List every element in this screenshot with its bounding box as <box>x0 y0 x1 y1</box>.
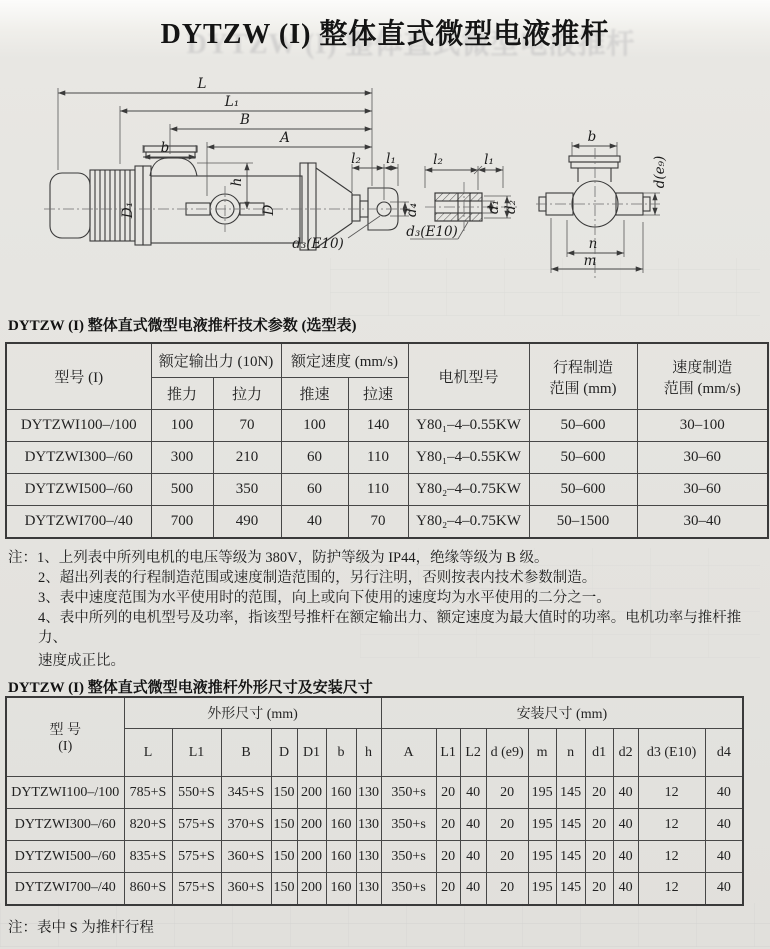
table-cell: DYTZWI500–/60 <box>6 474 151 506</box>
table-cell: 200 <box>297 777 326 809</box>
end-view <box>539 156 650 227</box>
table-cell: 150 <box>271 841 297 873</box>
t1-header-stroke-range <box>529 343 637 410</box>
t2-header-model <box>6 697 124 777</box>
table-cell: 50–600 <box>529 410 637 442</box>
note-item: 2、超出列表的行程制造范围或速度制造范围的，另行注明，否则按表内技术参数制造。 <box>38 570 597 586</box>
table-row <box>6 474 768 506</box>
t1-header-speed-range <box>637 343 768 410</box>
table-cell: 40 <box>460 777 486 809</box>
table-cell: 700 <box>151 506 213 538</box>
technical-drawing <box>0 70 770 308</box>
table-cell: 370+S <box>221 809 271 841</box>
table-cell: 20 <box>436 809 460 841</box>
table-cell: 40 <box>613 841 638 873</box>
dim-label-d2: d₂ <box>503 199 519 215</box>
table-cell: 160 <box>326 841 356 873</box>
dim-label-n: n <box>588 236 598 252</box>
dim-label-d3: d₃(E10) <box>406 224 458 240</box>
table-cell: 40 <box>705 777 743 809</box>
table-cell: 40 <box>613 873 638 905</box>
table-row <box>6 777 743 809</box>
table-cell: 30–100 <box>637 410 768 442</box>
table-cell: 40 <box>613 809 638 841</box>
table-row <box>6 506 768 538</box>
header-line: 速度制造 <box>672 359 733 376</box>
table-cell: Y80₁–4–0.55KW <box>408 442 529 474</box>
table-cell: DYTZWI300–/60 <box>6 809 124 841</box>
table-cell: 835+S <box>124 841 172 873</box>
spec-table <box>5 342 769 539</box>
t2-col: L1 <box>436 729 460 777</box>
note-item: 4、表中所列的电机型号及功率，指该型号推杆在额定输出力、额定速度为最大值时的功率。电机功率与推杆推力、 <box>38 610 742 646</box>
table-cell: 575+S <box>172 873 221 905</box>
dim-label-de9: d(e₉) <box>652 155 668 189</box>
table-cell: 20 <box>486 809 528 841</box>
note-item: 3、表中速度范围为水平使用时的范围，向上或向下使用的速度均为水平使用的二分之一。 <box>38 590 611 606</box>
table-cell: 20 <box>585 777 613 809</box>
table-row <box>6 442 768 474</box>
table-cell: 300 <box>151 442 213 474</box>
table-cell: 145 <box>556 809 585 841</box>
t2-header-install: 安装尺寸 (mm) <box>381 697 743 729</box>
dim-label-L1: L₁ <box>224 94 240 110</box>
table-cell: 350+s <box>381 841 436 873</box>
t2-col: d (e9) <box>486 729 528 777</box>
table-cell: 360+S <box>221 841 271 873</box>
t1-header-pull-speed: 拉速 <box>348 378 408 410</box>
dim-label-L: L <box>197 76 207 92</box>
table-cell: 195 <box>528 809 556 841</box>
table-cell: 40 <box>705 841 743 873</box>
table-cell: 345+S <box>221 777 271 809</box>
t2-col: h <box>356 729 381 777</box>
table-cell: 20 <box>436 777 460 809</box>
table-cell: 350+s <box>381 873 436 905</box>
table-cell: 20 <box>436 873 460 905</box>
note-item-continuation: 速度成正比。 <box>38 653 125 669</box>
table-cell: 60 <box>281 442 348 474</box>
t2-col: D1 <box>297 729 326 777</box>
table-cell: 200 <box>297 841 326 873</box>
dimension-table-caption: DYTZW (I) 整体直式微型电液推杆外形尺寸及安装尺寸 <box>8 680 373 696</box>
dim-label-l1: l₁ <box>386 151 396 167</box>
table-cell: 145 <box>556 777 585 809</box>
dim-label-d3: d₃(E10) <box>292 236 344 252</box>
dim-label-l1: l₁ <box>484 152 494 168</box>
table-cell: 30–40 <box>637 506 768 538</box>
table-cell: 140 <box>348 410 408 442</box>
footnote: 注：表中 S 为推杆行程 <box>8 920 154 936</box>
table-cell: 575+S <box>172 841 221 873</box>
table-cell: DYTZWI300–/60 <box>6 442 151 474</box>
table-row <box>6 873 743 905</box>
table-cell: 40 <box>705 873 743 905</box>
table-cell: 12 <box>638 873 705 905</box>
table-cell: 40 <box>281 506 348 538</box>
table-cell: 20 <box>585 809 613 841</box>
header-line: 型 号 <box>49 723 81 738</box>
main-view-labels <box>120 76 420 252</box>
table-cell: 20 <box>585 873 613 905</box>
t2-col: n <box>556 729 585 777</box>
table-cell: 350+s <box>381 809 436 841</box>
table-cell: 500 <box>151 474 213 506</box>
t2-col: L1 <box>172 729 221 777</box>
main-view <box>50 146 398 250</box>
spec-table-caption: DYTZW (I) 整体直式微型电液推杆技术参数 (选型表) <box>8 318 357 334</box>
table-cell: 12 <box>638 777 705 809</box>
table-cell: 20 <box>585 841 613 873</box>
header-line: 行程制造 <box>553 359 614 376</box>
table-cell: 160 <box>326 809 356 841</box>
notes-label: 注： <box>8 550 37 566</box>
table-cell: 785+S <box>124 777 172 809</box>
dim-label-D: D <box>261 204 277 216</box>
header-line: 范围 (mm) <box>549 380 617 397</box>
table-cell: 40 <box>613 777 638 809</box>
t1-header-model: 型号 (I) <box>6 343 151 410</box>
table-cell: 40 <box>460 873 486 905</box>
t2-header-outline: 外形尺寸 (mm) <box>124 697 381 729</box>
table-cell: Y80₂–4–0.75KW <box>408 474 529 506</box>
table-cell: 20 <box>486 777 528 809</box>
table-cell: 30–60 <box>637 474 768 506</box>
table-cell: 130 <box>356 809 381 841</box>
table-cell: 130 <box>356 841 381 873</box>
dimension-table <box>5 696 744 906</box>
table-cell: 70 <box>348 506 408 538</box>
table-cell: 100 <box>281 410 348 442</box>
note-item: 1、上列表中所列电机的电压等级为 380V，防护等级为 IP44，绝缘等级为 B 级。 <box>37 550 549 566</box>
table-cell: 195 <box>528 777 556 809</box>
dim-label-d4: d₄ <box>404 202 420 218</box>
t2-col: m <box>528 729 556 777</box>
table-cell: 195 <box>528 841 556 873</box>
table-cell: 50–600 <box>529 442 637 474</box>
table-cell: 210 <box>213 442 281 474</box>
t2-col: D <box>271 729 297 777</box>
t1-header-rated-output: 额定输出力 (10N) <box>151 343 281 378</box>
t1-header-motor-model: 电机型号 <box>408 343 529 410</box>
table-cell: 110 <box>348 474 408 506</box>
t1-header-pull-force: 拉力 <box>213 378 281 410</box>
table-cell: 350 <box>213 474 281 506</box>
table-row <box>6 410 768 442</box>
t1-header-push-force: 推力 <box>151 378 213 410</box>
table-cell: 350+s <box>381 777 436 809</box>
table-cell: 150 <box>271 873 297 905</box>
table-cell: 200 <box>297 809 326 841</box>
dim-label-D1: D₁ <box>120 201 136 219</box>
table-cell: 490 <box>213 506 281 538</box>
table-cell: 40 <box>705 809 743 841</box>
table-cell: 50–1500 <box>529 506 637 538</box>
table-cell: 60 <box>281 474 348 506</box>
table-row <box>6 841 743 873</box>
dim-label-h: h <box>229 177 245 187</box>
table-cell: 20 <box>436 841 460 873</box>
dim-label-B: B <box>240 112 250 128</box>
table-cell: 110 <box>348 442 408 474</box>
dim-label-b: b <box>587 129 597 145</box>
table-cell: 12 <box>638 809 705 841</box>
dim-label-m: m <box>583 253 597 269</box>
table-cell: DYTZWI700–/40 <box>6 506 151 538</box>
dim-label-l2: l₂ <box>433 152 443 168</box>
t2-col: b <box>326 729 356 777</box>
table-cell: 145 <box>556 873 585 905</box>
dim-label-d1: d₁ <box>486 199 502 215</box>
t2-col: d3 (E10) <box>638 729 705 777</box>
header-line: 范围 (mm/s) <box>663 380 741 397</box>
table-cell: 130 <box>356 873 381 905</box>
table-cell: 12 <box>638 841 705 873</box>
table-cell: DYTZWI100–/100 <box>6 410 151 442</box>
table-cell: 145 <box>556 841 585 873</box>
table-cell: Y80₂–4–0.75KW <box>408 506 529 538</box>
table-cell: Y80₁–4–0.55KW <box>408 410 529 442</box>
table-cell: 820+S <box>124 809 172 841</box>
table-cell: 40 <box>460 841 486 873</box>
main-view-centerlines <box>44 186 410 232</box>
table-cell: DYTZWI500–/60 <box>6 841 124 873</box>
table-cell: DYTZWI700–/40 <box>6 873 124 905</box>
table-cell: 195 <box>528 873 556 905</box>
t2-col: L <box>124 729 172 777</box>
table-cell: 550+S <box>172 777 221 809</box>
t2-col: B <box>221 729 271 777</box>
notes-section <box>8 548 764 671</box>
table-cell: 150 <box>271 809 297 841</box>
table-cell: 360+S <box>221 873 271 905</box>
table-cell: 860+S <box>124 873 172 905</box>
table-cell: 150 <box>271 777 297 809</box>
t2-col: d2 <box>613 729 638 777</box>
table-cell: 130 <box>356 777 381 809</box>
table-cell: 20 <box>486 841 528 873</box>
table-cell: 200 <box>297 873 326 905</box>
table-cell: 50–600 <box>529 474 637 506</box>
t2-col: A <box>381 729 436 777</box>
table-cell: 160 <box>326 873 356 905</box>
table-cell: 40 <box>460 809 486 841</box>
t1-header-rated-speed: 额定速度 (mm/s) <box>281 343 408 378</box>
table-cell: 70 <box>213 410 281 442</box>
table-cell: 20 <box>486 873 528 905</box>
dim-label-A: A <box>280 130 290 146</box>
t2-col: L2 <box>460 729 486 777</box>
dim-label-l2: l₂ <box>351 151 361 167</box>
table-cell: 160 <box>326 777 356 809</box>
dim-label-b: b <box>160 140 170 156</box>
table-row <box>6 809 743 841</box>
table-cell: 575+S <box>172 809 221 841</box>
t2-col: d4 <box>705 729 743 777</box>
t2-col: d1 <box>585 729 613 777</box>
t1-header-push-speed: 推速 <box>281 378 348 410</box>
page-title: DYTZW (I) 整体直式微型电液推杆 <box>160 19 610 50</box>
table-cell: DYTZWI100–/100 <box>6 777 124 809</box>
table-cell: 100 <box>151 410 213 442</box>
header-line: (I) <box>58 739 73 754</box>
table-cell: 30–60 <box>637 442 768 474</box>
